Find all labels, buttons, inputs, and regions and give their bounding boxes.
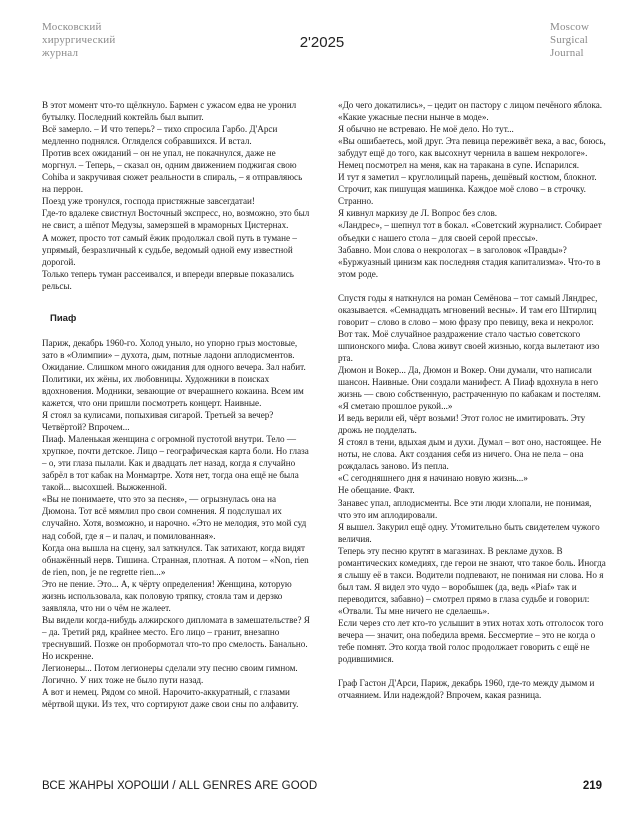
logo-line: журнал [42, 47, 79, 59]
right-column [338, 99, 606, 701]
paragraph: Поезд уже тронулся, господа пристяжные завсегдатаи! [42, 196, 255, 207]
section-heading: Пиаф [50, 312, 77, 324]
paragraph: В этот момент что-то щёлкнуло. Бармен с ужасом едва не уронил бутылку. Последний коктейль был выпит. [42, 100, 297, 123]
paragraph: Когда она вышла на сцену, зал заткнулся. Так затихают, когда видят обнажённый нерв. Тишина. Странная, плотная. А потом – «Non, rien de rien, non, je ne regrette rien...» [42, 542, 309, 577]
paragraph: Вы видели когда-нибудь алжирского дипломата в замешательстве? Я – да. Третий ряд, крайнее место. Его лицо – гранит, внезапно треснувший. Позже он пробормотал что-то про смелость. Банально. Но искренне. [42, 614, 310, 661]
journal-logo-en [550, 22, 589, 61]
logo-line: Московский [42, 21, 102, 33]
left-column [42, 99, 310, 710]
paragraph: Где-то вдалеке свистнул Восточный экспресс, но, возможно, это был не свист, а шёпот Медузы, замерзшей в мраморных Цистернах. [42, 208, 310, 231]
paragraph: Забавно. Мои слова о некрологах – в заголовок «Правды»? «Буржуазный цинизм как последняя стадия капитализма». Что-то в этом роде. [338, 244, 601, 279]
paragraph: «С сегодняшнего дня я начинаю новую жизнь...» [338, 473, 528, 484]
logo-line: Journal [550, 47, 584, 59]
signature: Граф Гастон Д'Арси, Париж, декабрь 1960, где-то между дымом и отчаянием. Или надеждой? Впрочем, какая разница. [338, 678, 595, 701]
page-header [0, 0, 644, 80]
paragraph: Легионеры... Потом легионеры сделали эту песню своим гимном. Логично. У них тоже не было пути назад. [42, 663, 298, 686]
paragraph: Я стоял за кулисами, попыхивая сигарой. Третьей за вечер? Четвёртой? Впрочем... [42, 410, 274, 433]
paragraph: Если через сто лет кто-то услышит в этих нотах хоть отголосок того вечера — значит, она победила время. Бессмертие – это не когда о тебе помнят. Это когда твой голос продолжает говорить с ещё не родившимися. [338, 617, 604, 665]
logo-line: Surgical [550, 34, 589, 46]
paragraph: Теперь эту песню крутят в магазинах. В рекламе духов. В романтических комедиях, где герои не знают, что такое боль. Иногда я слышу её в такси. Водители подпевают, не понимая ни слова. Но я был там. Я видел это чудо – воробышек (да, ведь «Piaf» так и переводится, забавно) – смотрел прямо в глаза судьбе и говорил: «Отвали. Ты мне ничего не сделаешь». [338, 545, 606, 616]
paragraph: «Вы ошибаетесь, мой друг. Эта певица переживёт века, а вас, боюсь, забудут ещё до того, как высохнут чернила в вашем некрологе». [338, 136, 606, 159]
paragraph: Я обычно не встреваю. Не моё дело. Но тут... [338, 124, 514, 135]
paragraph: Я кивнул маркизу де Л. Вопрос без слов. [338, 208, 498, 219]
paragraph: А может, просто тот самый ёжик продолжал свой путь в тумане – упрямый, безразличный к судьбе, ведомый одной ему известной дорогой. [42, 232, 297, 267]
paragraph: «Ландрес», – шепнул тот в бокал. «Советский журналист. Собирает объедки с нашего стола – для своей серой прессы». [338, 220, 602, 243]
paragraph: Вот так. Моё случайное раздражение стало частью советского шпионского мифа. Слова живут своей жизнью, когда вылетают изо рта. [338, 328, 600, 363]
paragraph: «До чего докатились», – цедит он пастору с лицом печёного яблока. «Какие ужасные песни нынче в моде». [338, 100, 603, 123]
paragraph: Спустя годы я наткнулся на роман Семёнова – тот самый Ляндрес, оказывается. «Семнадцать мгновений весны». И там его Штирлиц говорит – слово в слово – мою фразу про певицу, века и некролог. [338, 292, 598, 327]
paragraph: Немец посмотрел на меня, как на таракана в супе. Испарился. [338, 160, 580, 171]
section-title: ВСЕ ЖАНРЫ ХОРОШИ / ALL GENRES ARE GOOD [42, 780, 318, 792]
paragraph: Занавес упал, аплодисменты. Все эти люди хлопали, не понимая, что это им аплодировали. [338, 497, 592, 520]
paragraph: Пиаф. Маленькая женщина с огромной пустотой внутри. Тело — хрупкое, почти детское. Лицо – географическая карта боли. Но глаза – о, эти глаза пылали. Как и двадцать лет назад, когда я случайно забрёл в тот кабак на Монмартре. Хотя нет, тогда она ещё не была такой... высохшей. Выжженной. [42, 434, 309, 493]
paragraph: Всё замерло. – И что теперь? – тихо спросила Гарбо. Д'Арси медленно поднялся. Огляделся собравшихся. И встал. [42, 124, 278, 147]
paragraph: «Вы не понимаете, что это за песня», — огрызнулась она на Дюмона. Тот всё мямлил про свои сомнения. Я подслушал их случайно. Хотя, возможно, и нарочно. «Это не мелодия, это мой суд над собой, где я – и палач, и помилованная». [42, 494, 307, 541]
page-number: 219 [582, 780, 602, 792]
paragraph: Я вышел. Закурил ещё одну. Утомительно быть свидетелем чужого величия. [338, 521, 600, 544]
paragraph: Против всех ожиданий – он не упал, не покачнулся, даже не моргнул. – Теперь, – сказал он, одним движением поджигая свою Cohiba и закручивая сюжет реальности в спираль, – я отправляюсь на перрон. [42, 148, 303, 195]
logo-line: Moscow [550, 21, 590, 33]
paragraph: И ведь верили ей, чёрт возьми! Этот голос не имитировать. Эту дрожь не подделать. [338, 413, 586, 436]
article-body [42, 99, 608, 759]
paragraph: Это не пение. Это... А, к чёрту определения! Женщина, которую жизнь использовала, как половую тряпку, стояла там и дерзко заявляла, что ни о чём не жалеет. [42, 578, 292, 613]
logo-line: хирургический [42, 34, 116, 46]
paragraph: Не обещание. Факт. [338, 485, 415, 496]
paragraph: А вот и немец. Рядом со мной. Нарочито-аккуратный, с глазами мёртвой щуки. Из тех, что сортируют даже свои сны по алфавиту. [42, 687, 299, 710]
issue-number: 2'2025 [299, 34, 345, 51]
page-footer [42, 780, 602, 800]
paragraph: Париж, декабрь 1960-го. Холод уныло, но упорно грыз мостовые, зато в «Олимпии» – духота, дым, потные ладони аплодисментов. Ожидание. Слишком много ожидания для одного вечера. Зал набит. Политики, их жёны, их любовницы. Художники в поисках вдохновения. Модники, зевающие от вчерашнего кокаина. Всем им кажется, что они пришли посмотреть концерт. Наивные. [42, 337, 306, 408]
paragraph: Я стоял в тени, вдыхая дым и духи. Думал – вот оно, настоящее. Не ноты, не слова. Акт создания себя из ничего. Она не пела – она рождалась заново. Из пепла. [338, 437, 602, 472]
paragraph: Только теперь туман рассеивался, и впереди впервые показались рельсы. [42, 268, 294, 291]
paragraph: И тут я заметил – круглолицый парень, дешёвый костюм, блокнот. Строчит, как пишущая машинка. Каждое моё слово – в строчку. Странно. [338, 172, 597, 207]
paragraph: Дюмон и Вокер... Да, Дюмон и Вокер. Они думали, что написали шансон. Наивные. Они создали манифест. А Пиаф вдохнула в него жизнь — свою собственную, растраченную по кабакам и постелям. «Я сметаю прошлое рукой...» [338, 364, 601, 412]
